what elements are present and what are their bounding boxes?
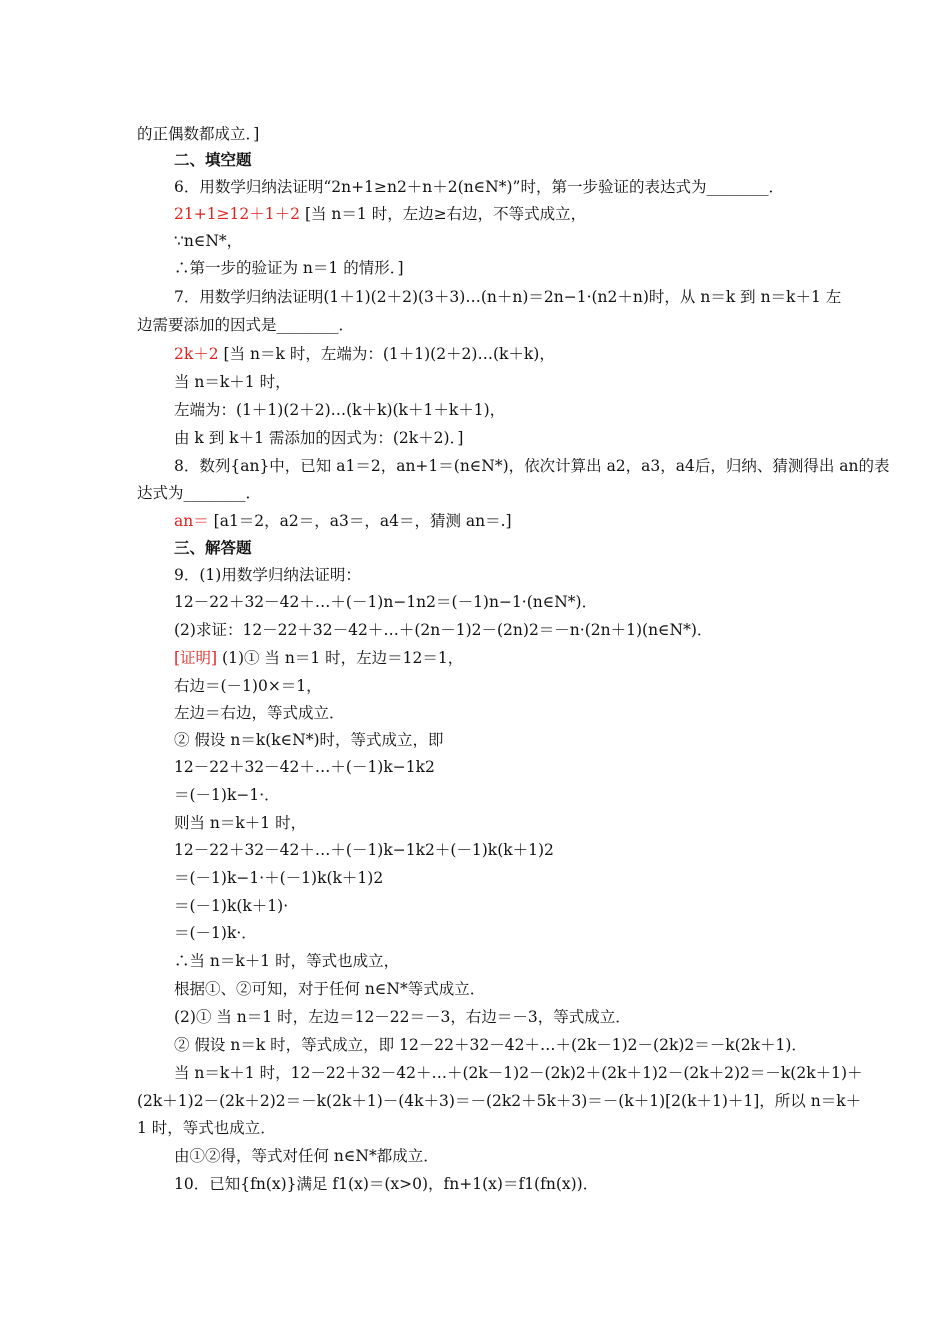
answer-explanation: [a1＝2，a2＝，a3＝，a4＝，猜测 an＝.]: [208, 512, 512, 530]
answer-explanation: (1)① 当 n＝1 时，左边＝12＝1，: [217, 649, 464, 667]
section-heading: 二、填空题: [174, 150, 252, 169]
text-line: [174, 1035, 807, 1055]
text-line: [137, 1091, 861, 1111]
text-line: [174, 785, 280, 805]
line-text: 根据①、②可知，对于任何 n∈N*等式成立．: [174, 980, 486, 998]
text-line: [174, 372, 291, 392]
line-text: 8．数列{an}中，已知 a1＝2，an+1＝(n∈N*)，依次计算出 a2，a3，a4后，归纳、猜测得出 an的表: [174, 457, 890, 475]
line-text: 的正偶数都成立．]: [137, 125, 260, 143]
line-text: ② 假设 n＝k 时，等式成立，即 12－22＋32－42＋…＋(2k－1)2－(2k)2＝－k(2k＋1)．: [174, 1036, 807, 1054]
text-line: [174, 231, 242, 251]
text-line: [174, 287, 841, 307]
line-text: 12－22＋32－42＋…＋(－1)k−1k2＋(－1)k(k＋1)2: [174, 841, 554, 859]
line-text: 左端为：(1＋1)(2＋2)…(k＋k)(k＋1＋k＋1)，: [174, 401, 506, 419]
answer-label: 2k＋2: [174, 345, 219, 363]
section-heading: 三、解答题: [174, 538, 252, 557]
text-line: [174, 1174, 598, 1194]
text-line: [174, 1146, 439, 1166]
line-text: 7．用数学归纳法证明(1＋1)(2＋2)(3＋3)…(n＋n)＝2n−1·(n2＋n)时，从 n＝k 到 n＝k＋1 左: [174, 288, 842, 306]
line-text: 当 n＝k＋1 时，12－22＋32－42＋…＋(2k－1)2－(2k)2＋(2k＋1)2－(2k＋2)2＝－k(2k＋1)＋: [174, 1064, 863, 1082]
text-line: [174, 979, 485, 999]
text-line: [137, 1118, 276, 1138]
text-line: [174, 511, 512, 531]
line-text: (2)求证：12－22＋32－42＋…＋(2n－1)2－(2n)2＝－n·(2n＋1)(n∈N*)．: [174, 621, 713, 639]
text-line: [174, 703, 345, 723]
text-line: [174, 177, 784, 197]
line-text: 当 n＝k＋1 时，: [174, 373, 291, 391]
line-text: ＝(－1)k−1·．: [174, 786, 280, 804]
text-line: [174, 840, 554, 860]
text-line: [174, 456, 890, 476]
text-line: [174, 344, 555, 364]
line-text: (2k＋1)2－(2k＋2)2＝－k(2k＋1)－(4k＋3)＝－(2k2＋5k＋3)＝－(k＋1)[2(k＋1)＋1]，所以 n＝k＋: [137, 1092, 862, 1110]
text-line: [174, 150, 252, 170]
line-text: ＝(－1)k·．: [174, 924, 257, 942]
text-line: [174, 757, 435, 777]
line-text: 1 时，等式也成立．: [137, 1119, 276, 1137]
line-text: 左边＝右边，等式成立．: [174, 704, 345, 722]
text-line: [137, 483, 261, 503]
answer-explanation: [当 n＝1 时，左边≥右边，不等式成立，: [300, 205, 587, 223]
text-line: [174, 400, 505, 420]
line-text: ② 假设 n＝k(k∈N*)时，等式成立，即: [174, 731, 444, 749]
answer-label: [证明]: [174, 649, 218, 667]
text-line: [174, 565, 361, 585]
line-text: 10．已知{fn(x)}满足 f1(x)＝(x>0)，fn+1(x)＝f1(fn(x))．: [174, 1175, 599, 1193]
line-text: ＝(－1)k−1·＋(－1)k(k＋1)2: [174, 869, 384, 887]
line-text: 右边＝(－1)0×＝1，: [174, 677, 322, 695]
text-line: [137, 315, 354, 335]
line-text: 由①②得，等式对任何 n∈N*都成立．: [174, 1147, 439, 1165]
line-text: 12－22＋32－42＋…＋(－1)n−1n2＝(－1)n−1·(n∈N*)．: [174, 593, 598, 611]
line-text: ∴当 n＝k＋1 时，等式也成立，: [174, 952, 400, 970]
line-text: 12－22＋32－42＋…＋(－1)k−1k2: [174, 758, 435, 776]
answer-label: an＝: [174, 512, 209, 530]
line-text: 则当 n＝k＋1 时，: [174, 814, 307, 832]
line-text: (2)① 当 n＝1 时，左边＝12－22＝－3，右边＝－3，等式成立．: [174, 1008, 631, 1026]
line-text: 边需要添加的因式是________．: [137, 316, 355, 334]
line-text: 达式为________．: [137, 484, 262, 502]
text-line: [174, 592, 597, 612]
text-line: [174, 923, 257, 943]
text-line: [174, 648, 463, 668]
text-line: [174, 676, 322, 696]
text-line: [174, 204, 586, 224]
line-text: ∴第一步的验证为 n＝1 的情形．]: [174, 259, 404, 277]
text-line: [174, 730, 444, 750]
text-line: [174, 1063, 863, 1083]
text-line: [174, 868, 383, 888]
text-line: [174, 813, 306, 833]
text-line: [174, 620, 712, 640]
line-text: 6．用数学归纳法证明“2n+1≥n2＋n＋2(n∈N*)”时，第一步验证的表达式为________．: [174, 178, 784, 196]
text-line: [137, 124, 259, 144]
text-line: [174, 538, 252, 558]
line-text: ＝(－1)k(k＋1)·: [174, 897, 289, 915]
line-text: ∵n∈N*，: [174, 232, 243, 250]
text-line: [174, 428, 463, 448]
text-line: [174, 951, 399, 971]
answer-explanation: [当 n＝k 时，左端为：(1＋1)(2＋2)…(k＋k)，: [218, 345, 555, 363]
text-line: [174, 896, 288, 916]
answer-label: 21+1≥12＋1＋2: [174, 205, 301, 223]
text-line: [174, 258, 404, 278]
text-line: [174, 1007, 631, 1027]
line-text: 由 k 到 k＋1 需添加的因式为：(2k＋2)．]: [174, 429, 464, 447]
line-text: 9．(1)用数学归纳法证明：: [174, 566, 361, 584]
